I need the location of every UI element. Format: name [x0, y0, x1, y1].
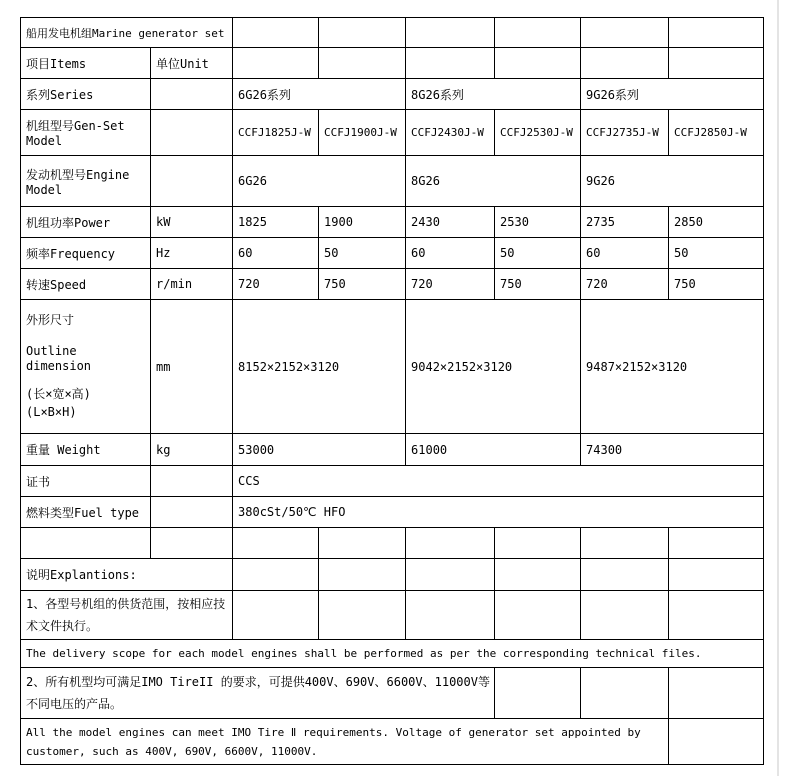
empty-cell: [319, 528, 406, 559]
frequency-value: 50: [319, 238, 406, 269]
note2-en: All the model engines can meet IMO Tire Ⅱ requirements. Voltage of generator set appointed by customer, such as 400V, 690V, 6600V, 11000V.: [21, 719, 669, 765]
empty-cell: [669, 591, 764, 640]
note1-en: The delivery scope for each model engines shall be performed as per the corresponding technical files.: [21, 640, 764, 668]
outline-value: 9042×2152×3120: [406, 300, 581, 434]
speed-unit: r/min: [151, 269, 233, 300]
outline-dimension-label: [21, 300, 151, 434]
empty-cell: [406, 559, 495, 591]
empty-cell: [669, 559, 764, 591]
explanations-heading: 说明Explantions:: [21, 559, 233, 591]
frequency-value: 60: [233, 238, 319, 269]
row-certificate: [21, 466, 764, 497]
series-label: 系列Series: [21, 79, 151, 110]
empty-cell: [406, 591, 495, 640]
empty-cell: [151, 110, 233, 156]
engine-model-value: 8G26: [406, 156, 581, 207]
empty-cell: [233, 528, 319, 559]
fuel-type-value: 380cSt/50℃ HFO: [233, 497, 764, 528]
empty-cell: [581, 48, 669, 79]
speed-label: 转速Speed: [21, 269, 151, 300]
empty-cell: [233, 559, 319, 591]
row-explanations-heading: [21, 559, 764, 591]
unit-header: 单位Unit: [151, 48, 233, 79]
empty-cell: [319, 591, 406, 640]
weight-label: 重量 Weight: [21, 434, 151, 466]
outline-unit: mm: [151, 300, 233, 434]
empty-cell: [669, 668, 764, 719]
empty-cell: [151, 466, 233, 497]
outline-value: 9487×2152×3120: [581, 300, 764, 434]
empty-cell: [21, 528, 151, 559]
speed-value: 750: [495, 269, 581, 300]
empty-cell: [233, 18, 319, 48]
empty-cell: [581, 18, 669, 48]
frequency-label: 频率Frequency: [21, 238, 151, 269]
row-note1-en: [21, 640, 764, 668]
speed-value: 750: [319, 269, 406, 300]
note2-cn: 2、所有机型均可满足IMO TireII 的要求，可提供400V、690V、6600V、11000V等不同电压的产品。: [21, 668, 495, 719]
empty-cell: [319, 559, 406, 591]
speed-value: 720: [581, 269, 669, 300]
weight-value: 74300: [581, 434, 764, 466]
outline-value: 8152×2152×3120: [233, 300, 406, 434]
genset-model-value: CCFJ2850J-W: [669, 110, 764, 156]
row-note1-cn: [21, 591, 764, 640]
row-spacer: [21, 528, 764, 559]
empty-cell: [233, 48, 319, 79]
outline-label-cn: 外形尺寸: [26, 313, 75, 327]
genset-model-value: CCFJ2530J-W: [495, 110, 581, 156]
frequency-value: 60: [406, 238, 495, 269]
genset-model-value: CCFJ2430J-W: [406, 110, 495, 156]
power-label: 机组功率Power: [21, 207, 151, 238]
row-weight: [21, 434, 764, 466]
empty-cell: [151, 497, 233, 528]
row-note2-cn: [21, 668, 764, 719]
row-engine-model: [21, 156, 764, 207]
power-value: 2735: [581, 207, 669, 238]
series-value: 9G26系列: [581, 79, 764, 110]
outline-label-dims-cn: (长×宽×高): [26, 387, 91, 401]
frequency-value: 50: [495, 238, 581, 269]
row-header: [21, 48, 764, 79]
empty-cell: [151, 79, 233, 110]
series-value: 6G26系列: [233, 79, 406, 110]
window-edge-line: [777, 0, 779, 776]
empty-cell: [581, 591, 669, 640]
row-fuel-type: [21, 497, 764, 528]
power-value: 2530: [495, 207, 581, 238]
note1-cn: 1、各型号机组的供货范围，按相应技术文件执行。: [21, 591, 233, 640]
row-series: [21, 79, 764, 110]
empty-cell: [581, 668, 669, 719]
power-value: 1900: [319, 207, 406, 238]
empty-cell: [495, 668, 581, 719]
power-value: 1825: [233, 207, 319, 238]
engine-model-value: 6G26: [233, 156, 406, 207]
marine-generator-spec-table: [20, 17, 764, 765]
series-value: 8G26系列: [406, 79, 581, 110]
genset-model-label: 机组型号Gen-Set Model: [21, 110, 151, 156]
row-note2-en: [21, 719, 764, 765]
empty-cell: [233, 591, 319, 640]
certificate-value: CCS: [233, 466, 764, 497]
engine-model-label: 发动机型号Engine Model: [21, 156, 151, 207]
empty-cell: [495, 18, 581, 48]
empty-cell: [495, 591, 581, 640]
row-power: [21, 207, 764, 238]
empty-cell: [151, 156, 233, 207]
empty-cell: [406, 528, 495, 559]
empty-cell: [406, 48, 495, 79]
empty-cell: [669, 18, 764, 48]
empty-cell: [495, 528, 581, 559]
genset-model-value: CCFJ1900J-W: [319, 110, 406, 156]
speed-value: 720: [406, 269, 495, 300]
power-value: 2850: [669, 207, 764, 238]
power-value: 2430: [406, 207, 495, 238]
row-genset-model: [21, 110, 764, 156]
empty-cell: [319, 48, 406, 79]
row-frequency: [21, 238, 764, 269]
empty-cell: [319, 18, 406, 48]
engine-model-value: 9G26: [581, 156, 764, 207]
empty-cell: [151, 528, 233, 559]
empty-cell: [581, 528, 669, 559]
empty-cell: [495, 559, 581, 591]
empty-cell: [495, 48, 581, 79]
power-unit: kW: [151, 207, 233, 238]
empty-cell: [669, 719, 764, 765]
frequency-value: 50: [669, 238, 764, 269]
empty-cell: [581, 559, 669, 591]
frequency-unit: Hz: [151, 238, 233, 269]
row-outline-dimension: [21, 300, 764, 434]
frequency-value: 60: [581, 238, 669, 269]
weight-unit: kg: [151, 434, 233, 466]
row-speed: [21, 269, 764, 300]
items-header: 项目Items: [21, 48, 151, 79]
outline-label-dims-en: (L×B×H): [26, 405, 77, 419]
certificate-label: 证书: [21, 466, 151, 497]
genset-model-value: CCFJ2735J-W: [581, 110, 669, 156]
empty-cell: [669, 48, 764, 79]
weight-value: 61000: [406, 434, 581, 466]
speed-value: 720: [233, 269, 319, 300]
genset-model-value: CCFJ1825J-W: [233, 110, 319, 156]
speed-value: 750: [669, 269, 764, 300]
fuel-type-label: 燃料类型Fuel type: [21, 497, 151, 528]
empty-cell: [406, 18, 495, 48]
row-title: [21, 18, 764, 48]
empty-cell: [669, 528, 764, 559]
table-title: 船用发电机组Marine generator set: [21, 18, 233, 48]
outline-label-en: Outline dimension: [26, 344, 92, 373]
weight-value: 53000: [233, 434, 406, 466]
